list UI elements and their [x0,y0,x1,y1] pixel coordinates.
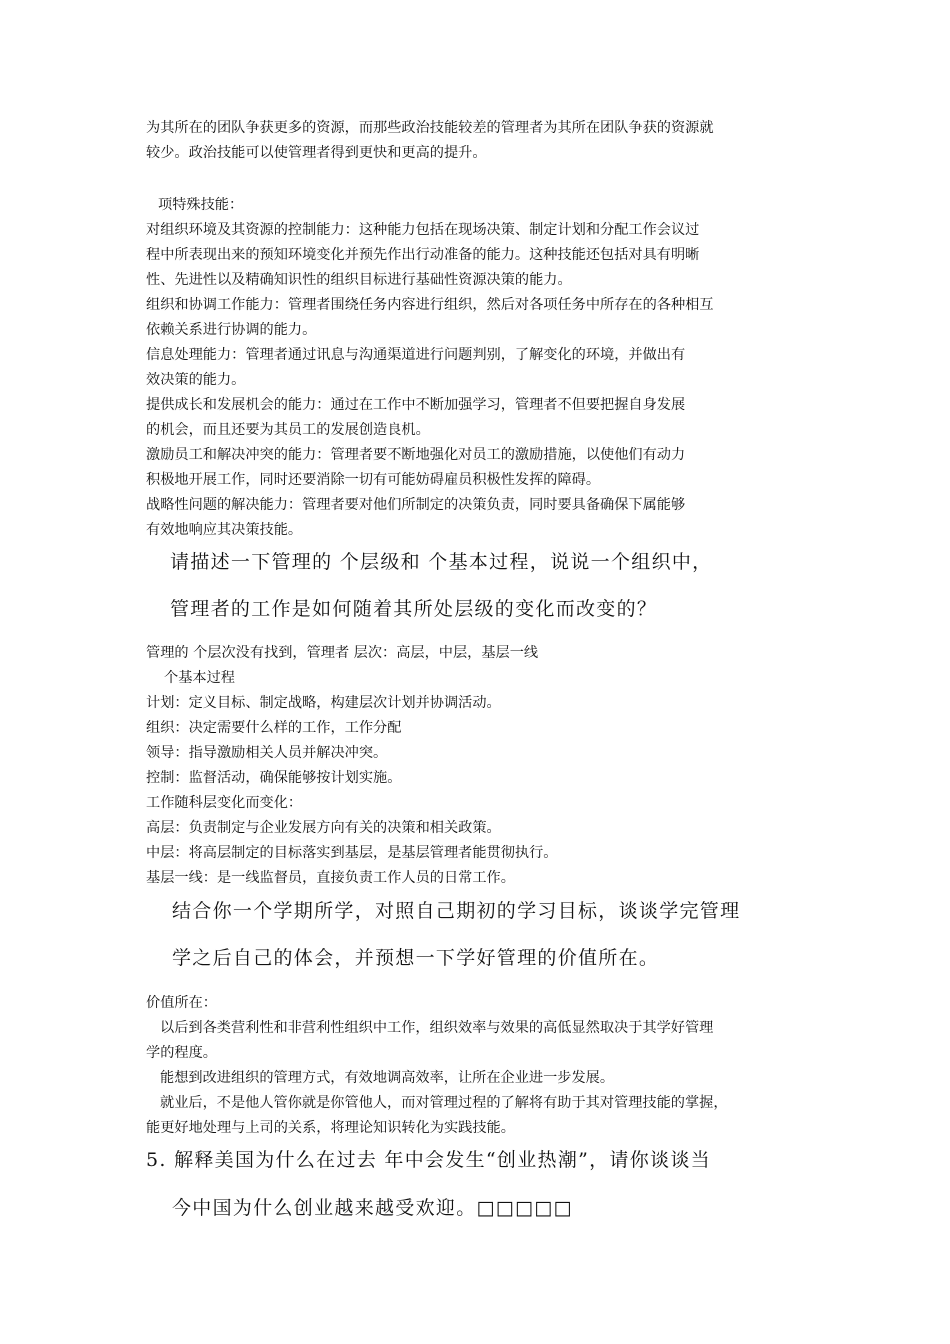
paragraph-line: 为其所在的团队争获更多的资源，而那些政治技能较差的管理者为其所在团队争获的资源就 [146,120,714,136]
paragraph-line: 激励员工和解决冲突的能力：管理者要不断地强化对员工的激励措施，以使他们有动力 [146,447,686,463]
paragraph-line: 提供成长和发展机会的能力：通过在工作中不断加强学习，管理者不但要把握自身发展 [146,397,686,413]
answer-line: 就业后，不是他人管你就是你管他人，而对管理过程的了解将有助于其对管理技能的掌握， [160,1095,728,1111]
question-heading: 结合你一个学期所学，对照自己期初的学习目标，谈谈学完管理 [172,900,741,922]
paragraph-line: 效决策的能力。 [146,372,246,388]
answer-line: 以后到各类营利性和非营利性组织中工作，组织效率与效果的高低显然取决于其学好管理 [160,1020,714,1036]
paragraph-line: 对组织环境及其资源的控制能力：这种能力包括在现场决策、制定计划和分配工作会议过 [146,222,700,238]
answer-line: 能更好地处理与上司的关系，将理论知识转化为实践技能。 [146,1120,515,1136]
paragraph-line: 信息处理能力：管理者通过讯息与沟通渠道进行问题判别，了解变化的环境，并做出有 [146,347,686,363]
answer-line: 领导：指导激励相关人员并解决冲突。 [146,745,388,761]
question-heading: 请描述一下管理的 个层级和 个基本过程，说说一个组织中， [170,551,713,573]
answer-line: 个基本过程 [164,670,235,686]
answer-line: 管理的 个层次没有找到，管理者 层次：高层，中层，基层一线 [146,645,539,661]
paragraph-line: 组织和协调工作能力：管理者围绕任务内容进行组织，然后对各项任务中所存在的各种相互 [146,297,714,313]
question-heading: 5. 解释美国为什么在过去 年中会发生“创业热潮”，请你谈谈当 [146,1149,711,1171]
paragraph-line: 积极地开展工作，同时还要消除一切有可能妨碍雇员积极性发挥的障碍。 [146,472,601,488]
answer-line: 价值所在： [146,995,217,1011]
paragraph-line: 有效地响应其决策技能。 [146,522,303,538]
answer-line: 高层：负责制定与企业发展方向有关的决策和相关政策。 [146,820,501,836]
answer-line: 计划：定义目标、制定战略，构建层次计划并协调活动。 [146,695,501,711]
question-heading: 今中国为什么创业越来越受欢迎。□□□□□ [172,1197,573,1219]
section-heading: 项特殊技能： [158,197,244,213]
answer-line: 组织：决定需要什么样的工作，工作分配 [146,720,402,736]
paragraph-line: 性、先进性以及精确知识性的组织目标进行基础性资源决策的能力。 [146,272,572,288]
answer-line: 控制：监督活动，确保能够按计划实施。 [146,770,402,786]
paragraph-line: 依赖关系进行协调的能力。 [146,322,317,338]
answer-line: 能想到改进组织的管理方式，有效地调高效率，让所在企业进一步发展。 [160,1070,615,1086]
paragraph-line: 较少。政治技能可以使管理者得到更快和更高的提升。 [146,145,487,161]
question-heading: 管理者的工作是如何随着其所处层级的变化而改变的？ [170,598,658,620]
paragraph-line: 战略性问题的解决能力：管理者要对他们所制定的决策负责，同时要具备确保下属能够 [146,497,686,513]
answer-line: 学的程度。 [146,1045,217,1061]
answer-line: 中层：将高层制定的目标落实到基层，是基层管理者能贯彻执行。 [146,845,558,861]
paragraph-line: 程中所表现出来的预知环境变化并预先作出行动准备的能力。这种技能还包括对具有明晰 [146,247,700,263]
paragraph-line: 的机会，而且还要为其员工的发展创造良机。 [146,422,430,438]
question-heading: 学之后自己的体会，并预想一下学好管理的价值所在。 [172,947,660,969]
answer-line: 基层一线：是一线监督员，直接负责工作人员的日常工作。 [146,870,515,886]
answer-line: 工作随科层变化而变化： [146,795,303,811]
